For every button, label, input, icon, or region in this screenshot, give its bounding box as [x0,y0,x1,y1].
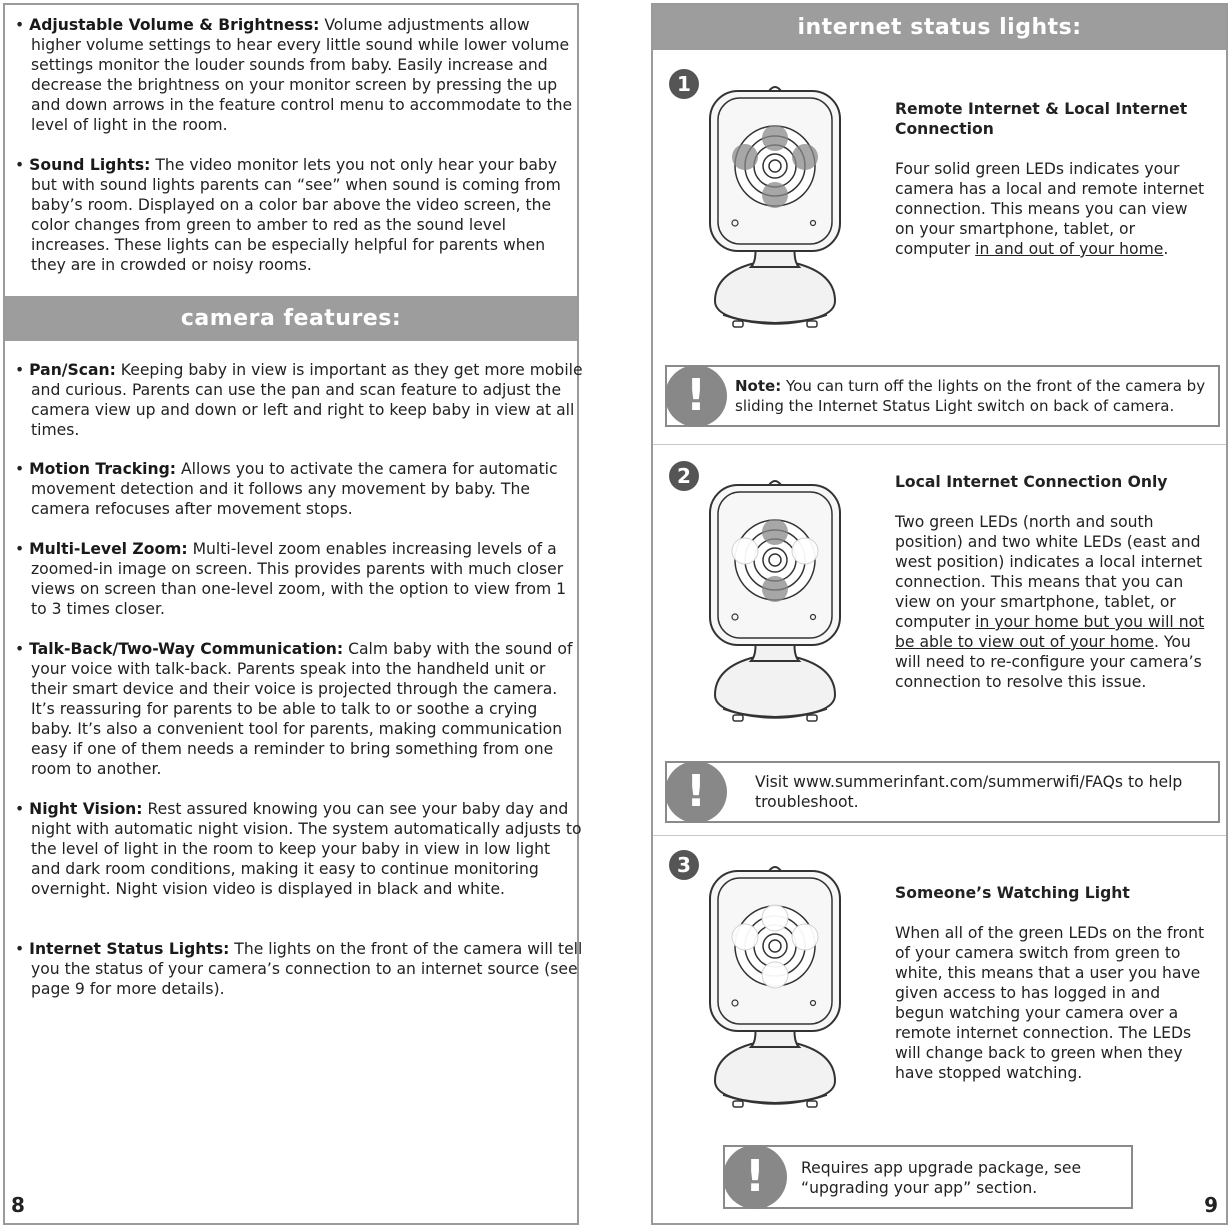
feature-text: The video monitor lets you not only hear your baby but with sound lights parents can “see” when sound is coming from baby’s room. Displayed on a color bar above the video screen, the color changes from green to amber to red as the sound level increases. These lights can be especially helpful for parents when they are in crowded or noisy rooms. [31,156,561,274]
section-divider [653,835,1226,836]
exclamation-icon: ! [665,761,727,823]
led-west [732,538,758,564]
feature-text: Multi-level zoom enables increasing levels of a zoomed-in image on screen. This provides parents with much closer views on screen than one-level zoom, with the option to view from 1 to 3 times closer. [31,540,567,618]
feature-multi-level-zoom: • Multi-Level Zoom: Multi-level zoom enables increasing levels of a zoomed-in image on screen. This provides parents with much closer views on screen than one-level zoom, with the option to view from 1 to 3 times closer. [15,540,567,618]
note-text [735,376,1219,416]
page-9 [651,3,1228,1225]
feature-title: Night Vision: [29,800,143,818]
page-number: 9 [1204,1193,1218,1217]
feature-text: The lights on the front of the camera will tell you the status of your camera’s connection to an internet source (see page 9 for more details). [31,940,583,998]
feature-sound-lights: • Sound Lights: The video monitor lets you not only hear your baby but with sound lights parents can “see” when sound is coming from baby’s room. Displayed on a color bar above the video screen, the color changes from green to amber to red as the sound level increases. These lights can be especially helpful for parents when they are in crowded or noisy rooms. [15,156,561,274]
state-text: Four solid green LEDs indicates your camera has a local and remote internet connection. This means you can view on your smartphone, tablet, or computer [895,160,1205,258]
state-heading: Remote Internet & Local Internet Connection [895,100,1188,138]
led-north [762,905,788,931]
feature-title: Pan/Scan: [29,361,116,379]
step-number-2: 2 [669,461,699,491]
state-description-2 [895,472,1205,692]
state-text: When all of the green LEDs on the front of your camera switch from green to white, this means that a user you have given access to has logged in and begun watching your camera over a remote internet connection. The LEDs will change back to green when they have stopped watching. [895,924,1205,1082]
led-west [732,144,758,170]
feature-pan-scan: • Pan/Scan: Keeping baby in view is important as they get more mobile and curious. Parents can use the pan and scan feature to adjust the camera view up and down or left and right to keep baby in view at all times. [15,361,583,439]
exclamation-icon: ! [665,365,727,427]
section-header-internet-status-lights: internet status lights: [653,5,1226,50]
feature-title: Internet Status Lights: [29,940,230,958]
feature-text: Volume adjustments allow higher volume settings to hear every little sound while lower volume settings monitor the louder sounds from baby. Easily increase and decrease the brightness on your monitor screen by pressing the up and down arrows in the feature control menu to accommodate to the level of light in the room. [31,16,573,134]
feature-title: Multi-Level Zoom: [29,540,188,558]
led-south [762,962,788,988]
feature-motion-tracking: • Motion Tracking: Allows you to activate the camera for automatic movement detection and it follows any movement by baby. The camera refocuses after movement stops. [15,460,558,518]
led-south [762,182,788,208]
page-8 [3,3,583,1225]
led-south [762,576,788,602]
note-text [801,1158,1121,1198]
section-header-camera-features: camera features: [5,296,577,341]
state-text: Two green LEDs (north and south position) and two white LEDs (east and west position) indicates a local internet connection. This means that you can view on your smartphone, tablet, or computer [895,513,1203,631]
note-body: You can turn off the lights on the front of the camera by sliding the Internet Status Light switch on back of camera. [735,377,1206,415]
note-text [755,772,1215,812]
feature-title: Talk-Back/Two-Way Communication: [29,640,344,658]
note-box-3 [723,1145,1133,1209]
led-east [792,538,818,564]
note-body: Requires app upgrade package, see “upgrading your app” section. [801,1159,1082,1197]
camera-illustration-2 [695,477,865,732]
state-description-3 [895,883,1205,1083]
exclamation-icon: ! [723,1145,787,1209]
step-number-3: 3 [669,850,699,880]
feature-title: Sound Lights: [29,156,151,174]
feature-talk-back: • Talk-Back/Two-Way Communication: Calm baby with the sound of your voice with talk-back. Parents speak into the handheld unit or their smart device and their voice is projected through the camera. It’s reassuring for parents to be able to talk to or soothe a crying baby. It’s also a convenient tool for parents, making communication easy if one of them needs a reminder to bring something from one room to another. [15,640,573,778]
camera-illustration-3 [695,863,865,1118]
note-label: Note: [735,377,782,395]
state-text-end: . [1163,240,1169,258]
note-box-1 [665,365,1220,427]
feature-volume-brightness: • Adjustable Volume & Brightness: Volume adjustments allow higher volume settings to hear every little sound while lower volume settings monitor the louder sounds from baby. Easily increase and decrease the brightness on your monitor screen by pressing the up and down arrows in the feature control menu to accommodate to the level of light in the room. [15,16,573,134]
led-east [792,144,818,170]
section-divider [653,444,1226,445]
led-north [762,519,788,545]
led-west [732,924,758,950]
feature-night-vision: • Night Vision: Rest assured knowing you can see your baby day and night with automatic night vision. The system automatically adjusts to the level of light in the room to keep your baby in view in low light and dark room conditions, making it easy to continue monitoring overnight. Night vision video is displayed in black and white. [15,800,582,898]
state-text-end: . You will need to re-configure your camera’s connection to resolve this issue. [895,633,1202,691]
state-heading: Someone’s Watching Light [895,884,1130,902]
led-east [792,924,818,950]
note-body: Visit www.summerinfant.com/summerwifi/FAQs to help troubleshoot. [755,773,1183,811]
led-north [762,125,788,151]
feature-text: Keeping baby in view is important as they get more mobile and curious. Parents can use the pan and scan feature to adjust the camera view up and down or left and right to keep baby in view at all times. [31,361,583,439]
state-heading: Local Internet Connection Only [895,473,1168,491]
state-description-1 [895,99,1205,259]
page-number: 8 [11,1193,25,1217]
feature-text: Calm baby with the sound of your voice with talk-back. Parents speak into the handheld unit or their smart device and their voice is projected through the camera. It’s reassuring for parents to be able to talk to or soothe a crying baby. It’s also a convenient tool for parents, making communication easy if one of them needs a reminder to bring something from one room to another. [31,640,573,778]
step-number-1: 1 [669,69,699,99]
feature-text: Rest assured knowing you can see your baby day and night with automatic night vision. The system automatically adjusts to the level of light in the room to keep your baby in view in low light and dark room conditions, making it easy to continue monitoring overnight. Night vision video is displayed in black and white. [31,800,582,898]
feature-title: Adjustable Volume & Brightness: [29,16,320,34]
feature-title: Motion Tracking: [29,460,177,478]
camera-illustration-1 [695,83,865,338]
state-underlined-text: in and out of your home [975,240,1164,258]
feature-text: Allows you to activate the camera for automatic movement detection and it follows any movement by baby. The camera refocuses after movement stops. [31,460,558,518]
note-box-2 [665,761,1220,823]
feature-internet-status-lights: • Internet Status Lights: The lights on the front of the camera will tell you the status of your camera’s connection to an internet source (see page 9 for more details). [15,940,583,998]
state-underlined-text: in your home but you will not be able to view out of your home [895,613,1205,651]
